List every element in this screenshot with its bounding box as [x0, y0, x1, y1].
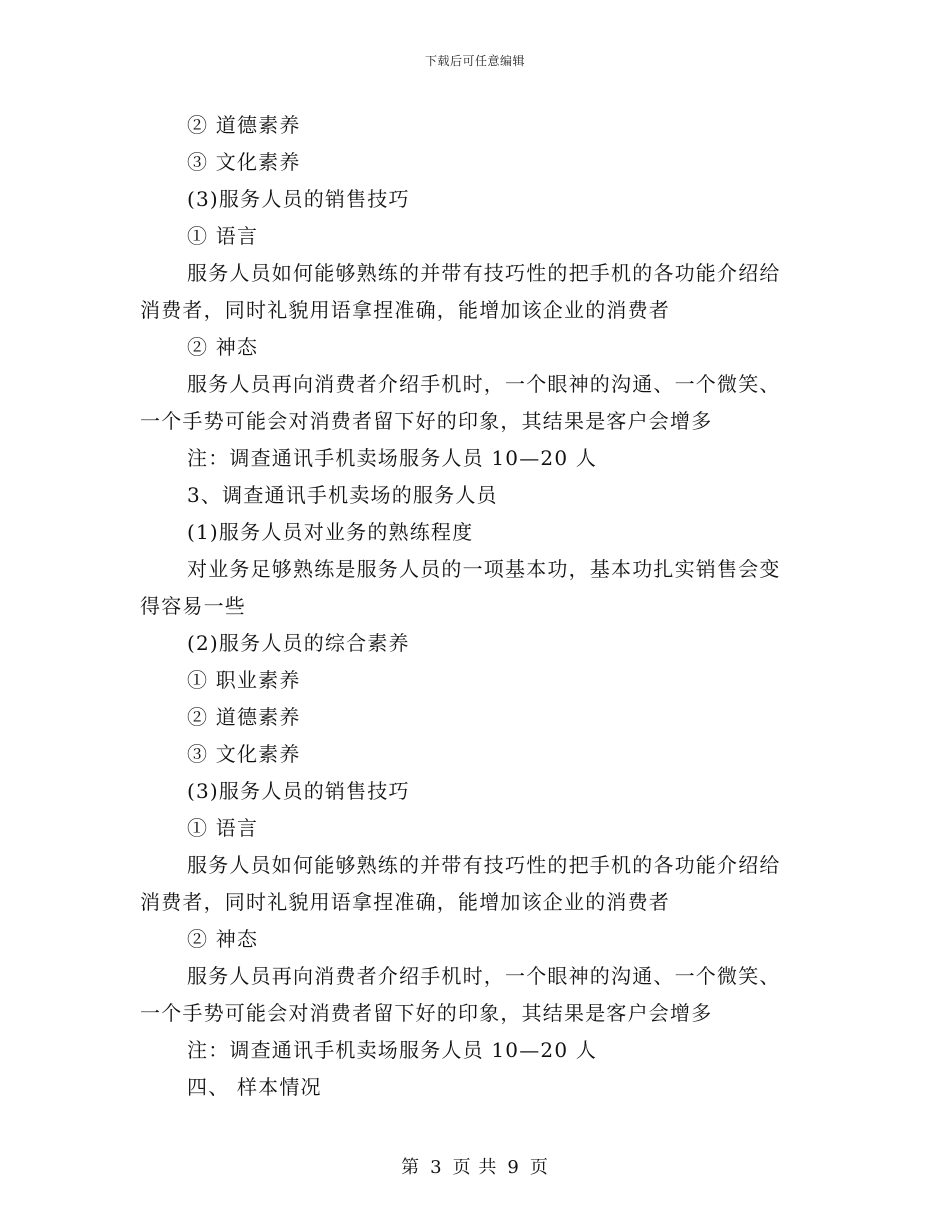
text-line: (2)服务人员的综合素养	[187, 631, 410, 655]
text-line: 3、调查通讯手机卖场的服务人员	[187, 483, 498, 507]
text-line: 对业务足够熟练是服务人员的一项基本功，基本功扎实销售会变	[187, 557, 781, 581]
text-line: 得容易一些	[140, 594, 246, 618]
text-line: 注：调查通讯手机卖场服务人员 10—20 人	[187, 446, 598, 470]
text-line: 注：调查通讯手机卖场服务人员 10—20 人	[187, 1038, 598, 1062]
text-line: 服务人员如何能够熟练的并带有技巧性的把手机的各功能介绍给	[187, 261, 781, 285]
text-line: (3)服务人员的销售技巧	[187, 187, 410, 211]
text-line: ① 语言	[187, 816, 259, 840]
text-line: ③ 文化素养	[187, 150, 301, 174]
text-line: 消费者，同时礼貌用语拿捏准确，能增加该企业的消费者	[140, 298, 670, 322]
text-line: ③ 文化素养	[187, 742, 301, 766]
text-line: 消费者，同时礼貌用语拿捏准确，能增加该企业的消费者	[140, 890, 670, 914]
text-line: ① 职业素养	[187, 668, 301, 692]
text-line: 服务人员再向消费者介绍手机时，一个眼神的沟通、一个微笑、	[187, 964, 781, 988]
page-total: 9	[507, 1157, 520, 1178]
text-line: ② 神态	[187, 335, 259, 359]
text-line: 服务人员再向消费者介绍手机时，一个眼神的沟通、一个微笑、	[187, 372, 781, 396]
text-line: 一个手势可能会对消费者留下好的印象，其结果是客户会增多	[140, 1001, 713, 1025]
text-line: (3)服务人员的销售技巧	[187, 779, 410, 803]
text-line: ① 语言	[187, 224, 259, 248]
text-line: 服务人员如何能够熟练的并带有技巧性的把手机的各功能介绍给	[187, 853, 781, 877]
text-line: ② 道德素养	[187, 113, 301, 137]
document-body	[140, 107, 800, 1106]
text-line: 一个手势可能会对消费者留下好的印象，其结果是客户会增多	[140, 409, 713, 433]
text-line: 四、 样本情况	[187, 1075, 322, 1099]
text-line: (1)服务人员对业务的熟练程度	[187, 520, 474, 544]
page-header: 下载后可任意编辑	[424, 54, 525, 68]
page-label-suffix: 页	[529, 1157, 549, 1178]
page-label-prefix: 第	[401, 1157, 421, 1178]
text-line: ② 道德素养	[187, 705, 301, 729]
page-current: 3	[430, 1157, 443, 1178]
page-footer	[0, 1153, 950, 1179]
text-line: ② 神态	[187, 927, 259, 951]
page-label-mid: 页 共	[452, 1157, 498, 1178]
